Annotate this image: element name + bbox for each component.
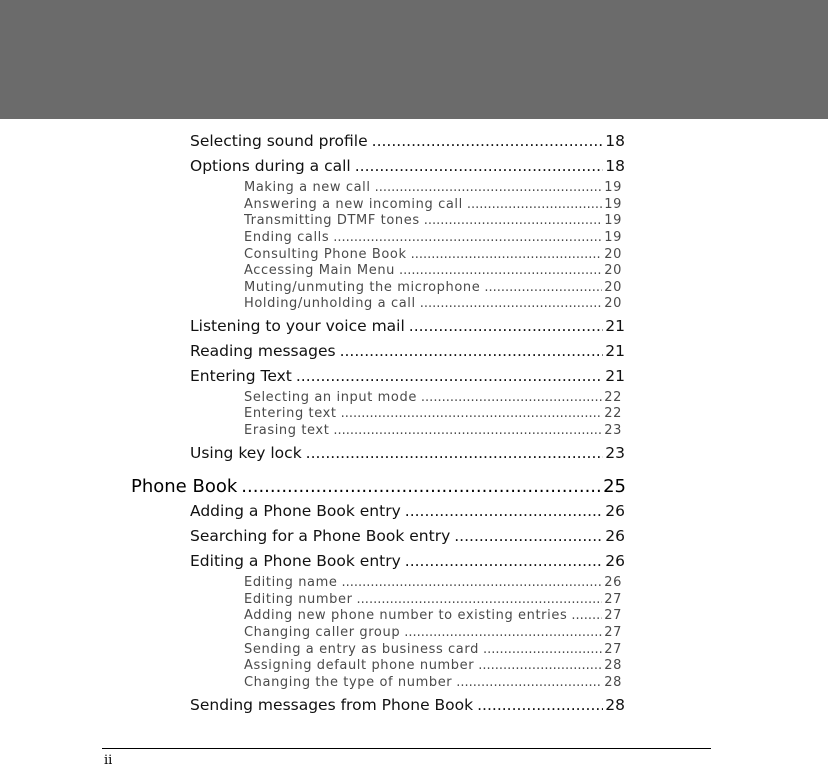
dot-leader — [477, 696, 603, 714]
toc-entry-page: 26 — [605, 552, 625, 570]
toc-entry-page: 27 — [604, 608, 622, 623]
toc-entry-title: Editing name — [244, 575, 338, 590]
toc-entry-page: 19 — [604, 197, 622, 212]
dot-leader — [405, 502, 604, 520]
toc-entry-transmitting-dtmf[interactable] — [244, 213, 622, 228]
toc-entry-erasing-text[interactable] — [244, 423, 622, 438]
dot-leader — [483, 642, 602, 657]
footer-rule — [102, 748, 711, 749]
toc-entry-title: Answering a new incoming call — [244, 197, 463, 212]
toc-entry-answering-incoming-call[interactable] — [244, 197, 622, 212]
toc-entry-page: 23 — [604, 423, 622, 438]
toc-entry-sending-messages-phone-book[interactable] — [190, 696, 625, 714]
toc-entry-page: 23 — [605, 444, 625, 462]
toc-entry-page: 20 — [604, 263, 622, 278]
toc-chapter-phone-book[interactable] — [131, 476, 626, 497]
dot-leader — [333, 423, 602, 438]
toc-entry-page: 28 — [605, 696, 625, 714]
toc-entry-page: 20 — [604, 296, 622, 311]
toc-entry-title: Searching for a Phone Book entry — [190, 527, 451, 545]
toc-entry-holding-call[interactable] — [244, 296, 622, 311]
toc-entry-editing-number[interactable] — [244, 592, 622, 607]
toc-entry-ending-calls[interactable] — [244, 230, 622, 245]
toc-entry-title: Erasing text — [244, 423, 330, 438]
toc-entry-page: 18 — [605, 157, 625, 175]
toc-entry-selecting-sound-profile[interactable] — [190, 132, 625, 150]
toc-entry-adding-new-phone-number[interactable] — [244, 608, 622, 623]
toc-entry-editing-phone-book-entry[interactable] — [190, 552, 625, 570]
toc-entry-changing-number-type[interactable] — [244, 675, 622, 690]
toc-entry-page: 19 — [604, 180, 622, 195]
dot-leader — [424, 213, 603, 228]
toc-entry-title: Adding a Phone Book entry — [190, 502, 401, 520]
toc-entry-page: 18 — [605, 132, 625, 150]
toc-entry-title: Reading messages — [190, 342, 336, 360]
toc-entry-page: 20 — [604, 280, 622, 295]
toc-entry-title: Accessing Main Menu — [244, 263, 395, 278]
dot-leader — [484, 280, 602, 295]
toc-chapter-page: 25 — [603, 476, 626, 497]
dot-leader — [241, 476, 601, 497]
toc-entry-adding-phone-book-entry[interactable] — [190, 502, 625, 520]
toc-entry-title: Listening to your voice mail — [190, 317, 405, 335]
toc-entry-page: 20 — [604, 247, 622, 262]
toc-entry-page: 19 — [604, 230, 622, 245]
toc-entry-editing-name[interactable] — [244, 575, 622, 590]
toc-entry-page: 26 — [604, 575, 622, 590]
toc-entry-title: Assigning default phone number — [244, 658, 475, 673]
toc-entry-title: Changing the type of number — [244, 675, 453, 690]
toc-entry-muting-microphone[interactable] — [244, 280, 622, 295]
dot-leader — [340, 342, 604, 360]
toc-entry-selecting-input-mode[interactable] — [244, 390, 622, 405]
toc-entry-using-key-lock[interactable] — [190, 444, 625, 462]
dot-leader — [478, 658, 602, 673]
toc-entry-page: 22 — [604, 406, 622, 421]
dot-leader — [405, 552, 604, 570]
toc-entry-page: 28 — [604, 658, 622, 673]
toc-entry-page: 21 — [605, 367, 625, 385]
toc-entry-accessing-main-menu[interactable] — [244, 263, 622, 278]
toc-entry-page: 27 — [604, 625, 622, 640]
toc-entry-title: Entering Text — [190, 367, 292, 385]
header-band — [0, 0, 828, 119]
toc-entry-title: Making a new call — [244, 180, 371, 195]
toc-entry-title: Consulting Phone Book — [244, 247, 407, 262]
dot-leader — [454, 527, 603, 545]
toc-entry-assigning-default-number[interactable] — [244, 658, 622, 673]
dot-leader — [571, 608, 602, 623]
toc-entry-changing-caller-group[interactable] — [244, 625, 622, 640]
dot-leader — [296, 367, 603, 385]
dot-leader — [399, 263, 602, 278]
toc-entry-entering-text[interactable] — [244, 406, 622, 421]
toc-entry-reading-messages[interactable] — [190, 342, 625, 360]
toc-entry-making-new-call[interactable] — [244, 180, 622, 195]
toc-entry-title: Selecting an input mode — [244, 390, 417, 405]
toc-entry-page: 26 — [605, 502, 625, 520]
toc-entry-title: Holding/unholding a call — [244, 296, 416, 311]
dot-leader — [341, 575, 602, 590]
toc-entry-page: 21 — [605, 342, 625, 360]
toc-entry-consulting-phone-book[interactable] — [244, 247, 622, 262]
toc-entry-title: Sending a entry as business card — [244, 642, 479, 657]
toc-chapter-title: Phone Book — [131, 476, 238, 497]
dot-leader — [411, 247, 603, 262]
dot-leader — [467, 197, 602, 212]
dot-leader — [404, 625, 602, 640]
dot-leader — [357, 592, 603, 607]
dot-leader — [421, 390, 602, 405]
toc-entry-page: 27 — [604, 592, 622, 607]
toc-entry-title: Using key lock — [190, 444, 302, 462]
toc-entry-sending-business-card[interactable] — [244, 642, 622, 657]
toc-entry-title: Editing number — [244, 592, 353, 607]
toc-entry-title: Entering text — [244, 406, 337, 421]
dot-leader — [420, 296, 603, 311]
dot-leader — [375, 180, 603, 195]
toc-entry-title: Changing caller group — [244, 625, 401, 640]
toc-entry-page: 26 — [605, 527, 625, 545]
toc-entry-page: 19 — [604, 213, 622, 228]
toc-entry-title: Editing a Phone Book entry — [190, 552, 401, 570]
toc-entry-title: Transmitting DTMF tones — [244, 213, 420, 228]
dot-leader — [333, 230, 602, 245]
toc-entry-page: 21 — [605, 317, 625, 335]
toc-entry-title: Ending calls — [244, 230, 330, 245]
toc-entry-title: Adding new phone number to existing entries — [244, 608, 568, 623]
toc-entry-title: Muting/unmuting the microphone — [244, 280, 481, 295]
toc-entry-title: Selecting sound profile — [190, 132, 368, 150]
dot-leader — [372, 132, 604, 150]
dot-leader — [341, 406, 603, 421]
toc-entry-entering-text-section[interactable] — [190, 367, 625, 385]
toc-entry-page: 22 — [604, 390, 622, 405]
dot-leader — [409, 317, 603, 335]
dot-leader — [355, 157, 604, 175]
toc-entry-page: 27 — [604, 642, 622, 657]
footer-page-number: ii — [104, 753, 113, 768]
toc-entry-listening-voice-mail[interactable] — [190, 317, 625, 335]
toc-entry-title: Sending messages from Phone Book — [190, 696, 474, 714]
toc-entry-searching-phone-book-entry[interactable] — [190, 527, 625, 545]
toc-entry-page: 28 — [604, 675, 622, 690]
dot-leader — [306, 444, 604, 462]
dot-leader — [456, 675, 602, 690]
toc-entry-title: Options during a call — [190, 157, 351, 175]
toc-entry-options-during-call[interactable] — [190, 157, 625, 175]
